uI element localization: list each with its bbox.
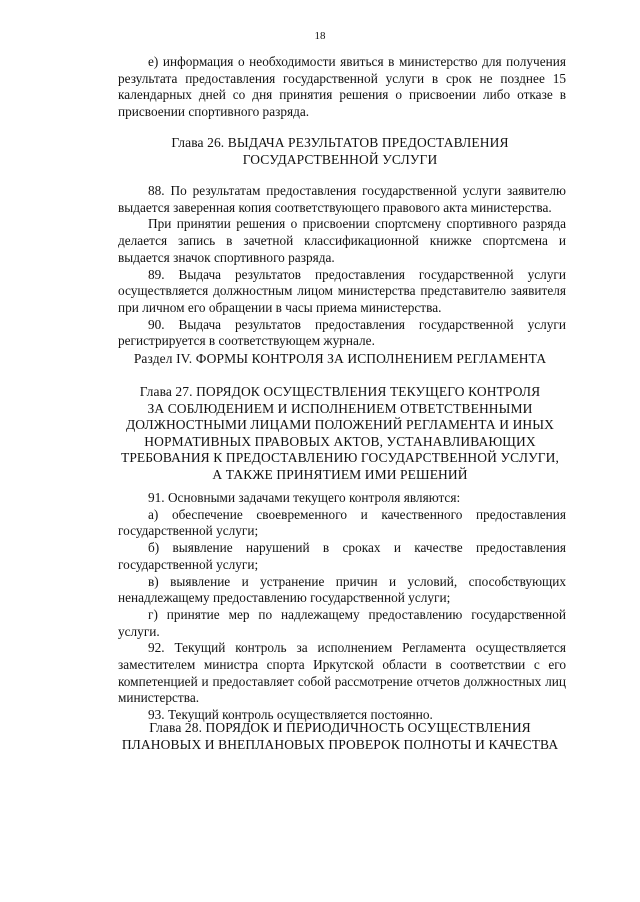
section-91-93	[118, 490, 566, 724]
paragraph-e	[118, 54, 566, 121]
chapter-27-line-4: НОРМАТИВНЫХ ПРАВОВЫХ АКТОВ, УСТАНАВЛИВАЮЩИХ	[144, 433, 536, 449]
chapter-27-line-2: ЗА СОБЛЮДЕНИЕМ И ИСПОЛНЕНИЕМ ОТВЕТСТВЕННЫМИ	[147, 400, 533, 416]
chapter-27-line-3: ДОЛЖНОСТНЫМИ ЛИЦАМИ ПОЛОЖЕНИЙ РЕГЛАМЕНТА И ИНЫХ	[126, 417, 554, 432]
section-4-heading	[100, 351, 580, 368]
paragraph-91: 91. Основными задачами текущего контроля являются:	[148, 490, 461, 505]
paragraph-91c: в) выявление и устранение причин и условий, способствующих ненадлежащему предоставлению государственной услуги;	[118, 573, 566, 606]
paragraph-88b: При принятии решения о присвоении спортсмену спортивного разряда делается запись в зачетной классификационной книжке спортсмена и выдается значок спортивного разряда.	[118, 216, 566, 265]
chapter-26-line-1: Глава 26. ВЫДАЧА РЕЗУЛЬТАТОВ ПРЕДОСТАВЛЕНИЯ	[171, 135, 509, 150]
chapter-28-heading	[100, 720, 580, 753]
paragraph-93: 93. Текущий контроль осуществляется постоянно.	[148, 707, 433, 723]
chapter-27-line-6: А ТАКЖЕ ПРИНЯТИЕМ ИМИ РЕШЕНИЙ	[212, 466, 468, 482]
paragraph-89: 89. Выдача результатов предоставления государственной услуги осуществляется должностным лицом министерства представителю заявителя при личном его обращении в часы приема министерства.	[118, 266, 566, 315]
paragraph-91a: а) обеспечение своевременного и качественного предоставления государственной услуги;	[118, 506, 566, 539]
paragraph-91b: б) выявление нарушений в сроках и качестве предоставления государственной услуги;	[118, 540, 566, 572]
paragraph-92: 92. Текущий контроль за исполнением Регламента осуществляется заместителем министра спорта Иркутской области в соответствии с его компетенцией и предоставляет собой рассмотрение отчетов должностных лиц министерства.	[118, 640, 566, 706]
paragraph-90: 90. Выдача результатов предоставления государственной услуги регистрируется в соответствующем журнале.	[118, 316, 566, 349]
chapter-27-line-5: ТРЕБОВАНИЯ К ПРЕДОСТАВЛЕНИЮ ГОСУДАРСТВЕННОЙ УСЛУГИ,	[120, 450, 560, 465]
chapter-26-heading	[100, 135, 580, 168]
paragraph-91d: г) принятие мер по надлежащему предоставлению государственной услуги.	[118, 606, 566, 639]
page-number: 18	[314, 30, 326, 42]
paragraph-88: 88. По результатам предоставления государственной услуги заявителю выдается заверенная копия соответствующего правового акта министерства.	[118, 183, 566, 215]
chapter-27-line-1: Глава 27. ПОРЯДОК ОСУЩЕСТВЛЕНИЯ ТЕКУЩЕГО КОНТРОЛЯ	[139, 384, 541, 399]
chapter-26-line-2: ГОСУДАРСТВЕННОЙ УСЛУГИ	[242, 151, 438, 167]
chapter-27-heading	[100, 384, 580, 483]
chapter-28-line-1: Глава 28. ПОРЯДОК И ПЕРИОДИЧНОСТЬ ОСУЩЕСТВЛЕНИЯ	[149, 720, 531, 735]
section-4-title: Раздел IV. ФОРМЫ КОНТРОЛЯ ЗА ИСПОЛНЕНИЕМ РЕГЛАМЕНТА	[133, 351, 547, 366]
chapter-28-line-2: ПЛАНОВЫХ И ВНЕПЛАНОВЫХ ПРОВЕРОК ПОЛНОТЫ И КАЧЕСТВА	[121, 736, 559, 752]
paragraph-e-text: е) информация о необходимости явиться в министерство для получения результата предоставления государственной услуги в срок не позднее 15 календарных дней со дня принятия решения о присвоении либо отказе в присвоении спортивного разряда.	[118, 54, 566, 120]
section-88-90	[118, 183, 566, 350]
